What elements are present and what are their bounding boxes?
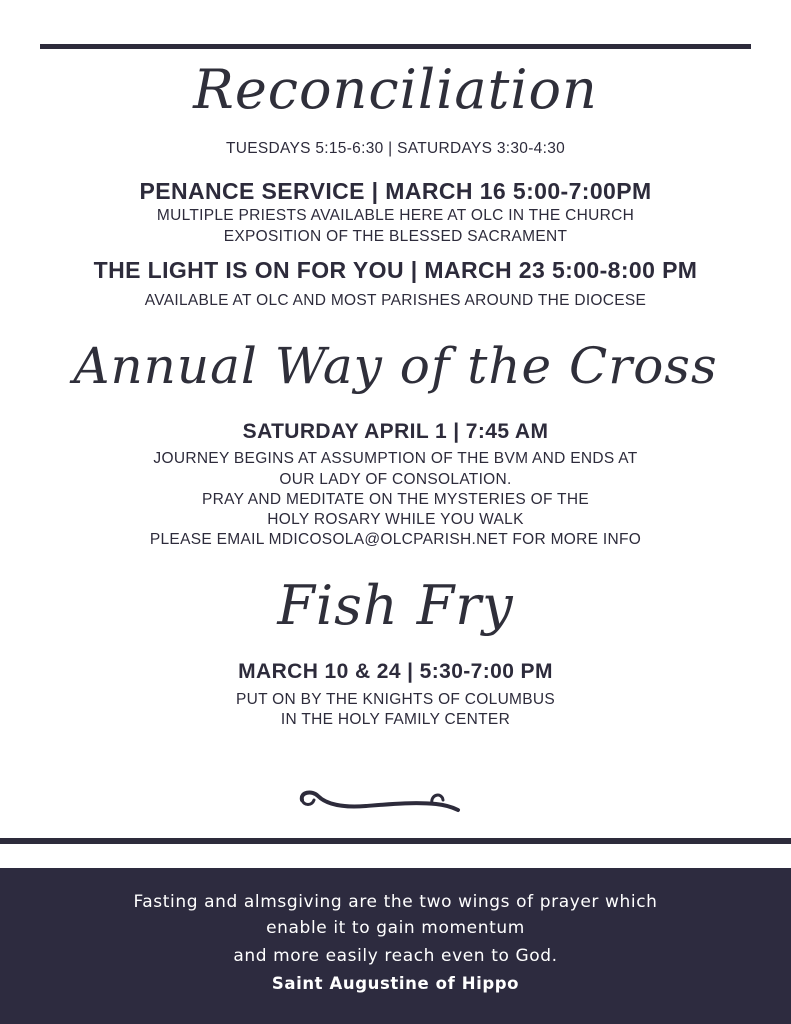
quote-line-3: and more easily reach even to God.: [233, 946, 558, 966]
reconciliation-schedule: TUESDAYS 5:15-6:30 | SATURDAYS 3:30-4:30: [225, 140, 566, 157]
quote-line-2: enable it to gain momentum: [266, 918, 525, 938]
bottom-divider: [0, 838, 791, 844]
light-is-on-line: AVAILABLE AT OLC AND MOST PARISHES AROUND THE DIOCESE: [144, 292, 647, 309]
quote-footer: [0, 868, 791, 1024]
fish-fry-heading: MARCH 10 & 24 | 5:30-7:00 PM: [238, 660, 553, 683]
penance-service-line-1: MULTIPLE PRIESTS AVAILABLE HERE AT OLC IN THE CHURCH: [156, 207, 635, 224]
way-of-cross-line-1: JOURNEY BEGINS AT ASSUMPTION OF THE BVM AND ENDS AT: [153, 450, 638, 467]
fish-fry-title: Fish Fry: [277, 574, 514, 637]
way-of-cross-line-2: OUR LADY OF CONSOLATION.: [279, 471, 512, 488]
way-of-cross-title: Annual Way of the Cross: [73, 337, 718, 395]
quote-attribution: Saint Augustine of Hippo: [271, 974, 520, 993]
top-divider: [40, 44, 751, 49]
way-of-cross-line-5: PLEASE EMAIL MDICOSOLA@OLCPARISH.NET FOR MORE INFO: [149, 531, 642, 548]
reconciliation-title: Reconciliation: [193, 58, 598, 121]
fish-fry-line-1: PUT ON BY THE KNIGHTS OF COLUMBUS: [235, 691, 556, 708]
light-is-on-heading: THE LIGHT IS ON FOR YOU | MARCH 23 5:00-8:00 PM: [93, 257, 698, 283]
way-of-cross-line-3: PRAY AND MEDITATE ON THE MYSTERIES OF THE: [202, 491, 589, 508]
swirl-ornament-icon: [296, 786, 462, 820]
penance-service-line-2: EXPOSITION OF THE BLESSED SACRAMENT: [223, 228, 568, 245]
way-of-cross-heading: SATURDAY APRIL 1 | 7:45 AM: [242, 420, 549, 443]
quote-line-1: Fasting and almsgiving are the two wings of prayer which: [133, 892, 658, 912]
penance-service-heading: PENANCE SERVICE | MARCH 16 5:00-7:00PM: [139, 178, 652, 204]
fish-fry-line-2: IN THE HOLY FAMILY CENTER: [280, 711, 511, 728]
way-of-cross-line-4: HOLY ROSARY WHILE YOU WALK: [267, 511, 524, 528]
